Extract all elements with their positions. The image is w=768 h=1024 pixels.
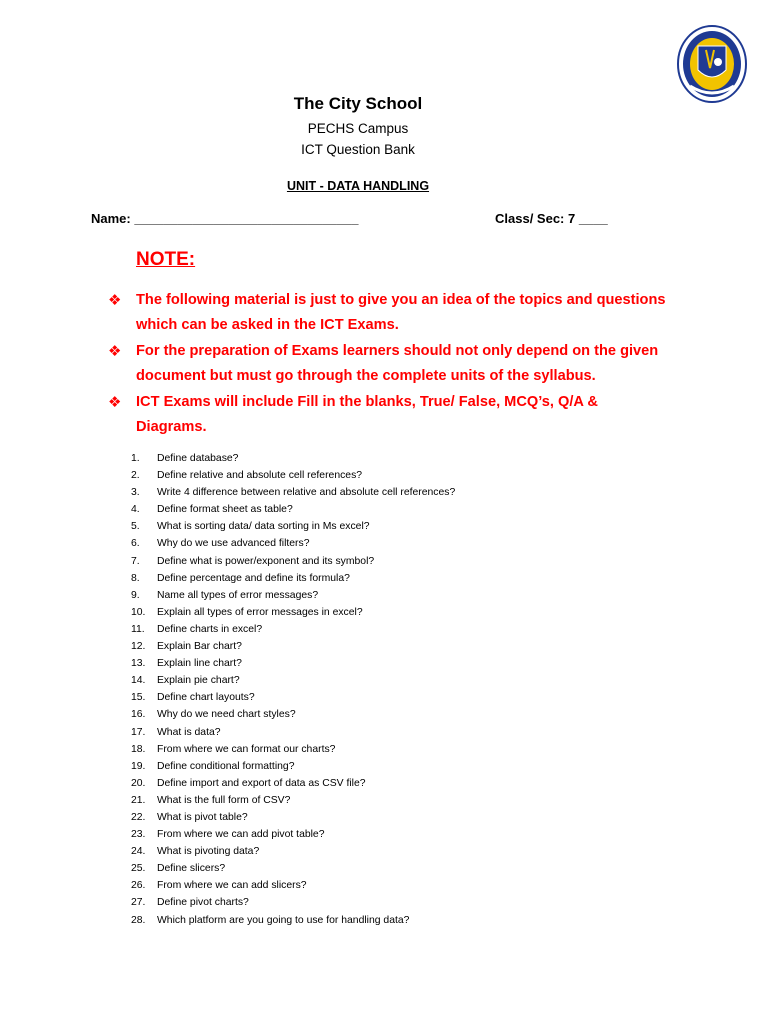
question-text: Define conditional formatting? xyxy=(157,760,295,772)
question-number: 3. xyxy=(131,487,140,499)
class-section-field-label: Class/ Sec: 7 ____ xyxy=(495,211,608,226)
question-item xyxy=(131,775,455,792)
question-text: Explain Bar chart? xyxy=(157,641,242,653)
question-number: 7. xyxy=(131,555,140,567)
question-number: 1. xyxy=(131,453,140,464)
question-text: What is the full form of CSV? xyxy=(157,794,291,806)
question-number: 27. xyxy=(131,897,146,909)
document-subtitle: ICT Question Bank xyxy=(301,142,415,157)
question-item xyxy=(131,826,455,843)
question-text: From where we can add slicers? xyxy=(157,880,307,892)
question-number: 18. xyxy=(131,743,146,755)
unit-heading: UNIT - DATA HANDLING xyxy=(286,179,430,193)
diamond-bullet-icon: ❖ xyxy=(108,292,122,309)
question-item xyxy=(131,792,455,809)
question-number: 20. xyxy=(131,777,146,789)
question-text: Why do we use advanced filters? xyxy=(157,538,310,550)
question-item xyxy=(131,843,455,860)
question-text: Write 4 difference between relative and absolute cell references? xyxy=(157,487,456,499)
question-text: Explain pie chart? xyxy=(157,675,240,687)
question-item xyxy=(131,484,455,501)
question-item xyxy=(131,706,455,723)
question-number: 21. xyxy=(131,794,146,806)
question-text: Explain all types of error messages in excel? xyxy=(157,606,363,618)
question-text: Define slicers? xyxy=(157,863,226,875)
question-text: Define database? xyxy=(157,453,239,464)
question-text: Define percentage and define its formula? xyxy=(157,572,350,584)
note-item-text: For the preparation of Exams learners should not only depend on the given document but must go through the complete units of the syllabus. xyxy=(136,343,659,384)
question-number: 2. xyxy=(131,470,140,482)
question-item xyxy=(131,638,455,655)
question-number: 14. xyxy=(131,675,146,687)
question-item xyxy=(131,501,455,518)
question-number: 4. xyxy=(131,504,140,516)
note-item-text: ICT Exams will include Fill in the blanks, True/ False, MCQ’s, Q/A & Diagrams. xyxy=(136,394,598,435)
question-text: From where we can add pivot table? xyxy=(157,829,325,841)
question-number: 25. xyxy=(131,863,146,875)
question-number: 6. xyxy=(131,538,140,550)
question-item xyxy=(131,809,455,826)
question-text: Define pivot charts? xyxy=(157,897,249,909)
question-item xyxy=(131,553,455,570)
name-field-label: Name: _______________________________ xyxy=(91,211,359,226)
note-list xyxy=(108,288,668,441)
question-number: 22. xyxy=(131,811,146,823)
question-item xyxy=(131,912,455,929)
question-number: 24. xyxy=(131,846,146,858)
question-text: Define what is power/exponent and its symbol? xyxy=(157,555,375,567)
question-item xyxy=(131,518,455,535)
question-item xyxy=(131,741,455,758)
question-item xyxy=(131,535,455,552)
question-text: Why do we need chart styles? xyxy=(157,709,296,721)
question-item xyxy=(131,758,455,775)
diamond-bullet-icon: ❖ xyxy=(108,343,122,360)
question-number: 15. xyxy=(131,692,146,704)
question-number: 19. xyxy=(131,760,146,772)
question-number: 26. xyxy=(131,880,146,892)
question-number: 9. xyxy=(131,589,140,601)
question-text: From where we can format our charts? xyxy=(157,743,336,755)
question-item xyxy=(131,570,455,587)
question-item xyxy=(131,672,455,689)
question-text: Name all types of error messages? xyxy=(157,589,319,601)
question-number: 23. xyxy=(131,829,146,841)
school-title: The City School xyxy=(293,94,423,113)
question-item xyxy=(131,467,455,484)
question-item xyxy=(131,450,455,467)
question-text: What is sorting data/ data sorting in Ms excel? xyxy=(157,521,370,533)
question-number: 11. xyxy=(131,623,145,635)
question-item xyxy=(131,604,455,621)
question-number: 12. xyxy=(131,641,146,653)
question-number: 10. xyxy=(131,606,146,618)
question-list xyxy=(131,450,455,929)
question-text: Define chart layouts? xyxy=(157,692,255,704)
question-item xyxy=(131,894,455,911)
question-text: Explain line chart? xyxy=(157,658,242,670)
diamond-bullet-icon: ❖ xyxy=(108,394,122,411)
note-heading: NOTE: xyxy=(136,249,196,270)
note-item xyxy=(108,339,668,389)
question-number: 8. xyxy=(131,572,140,584)
question-item xyxy=(131,724,455,741)
note-item-text: The following material is just to give you an idea of the topics and questions which can be asked in the ICT Exams. xyxy=(136,292,666,333)
question-number: 28. xyxy=(131,914,146,926)
question-item xyxy=(131,860,455,877)
question-text: Which platform are you going to use for handling data? xyxy=(157,914,410,926)
question-text: What is pivot table? xyxy=(157,811,248,823)
question-number: 13. xyxy=(131,658,146,670)
question-item xyxy=(131,877,455,894)
question-item xyxy=(131,689,455,706)
question-item xyxy=(131,587,455,604)
question-text: Define import and export of data as CSV file? xyxy=(157,777,366,789)
question-text: Define relative and absolute cell references? xyxy=(157,470,363,482)
question-text: What is data? xyxy=(157,726,221,738)
question-text: Define format sheet as table? xyxy=(157,504,293,516)
campus-name: PECHS Campus xyxy=(307,121,409,136)
question-number: 16. xyxy=(131,709,146,721)
question-item xyxy=(131,655,455,672)
question-number: 17. xyxy=(131,726,146,738)
question-text: Define charts in excel? xyxy=(157,623,263,635)
question-text: What is pivoting data? xyxy=(157,846,260,858)
question-number: 5. xyxy=(131,521,140,533)
question-item xyxy=(131,621,455,638)
note-item xyxy=(108,390,668,440)
note-item xyxy=(108,288,668,338)
